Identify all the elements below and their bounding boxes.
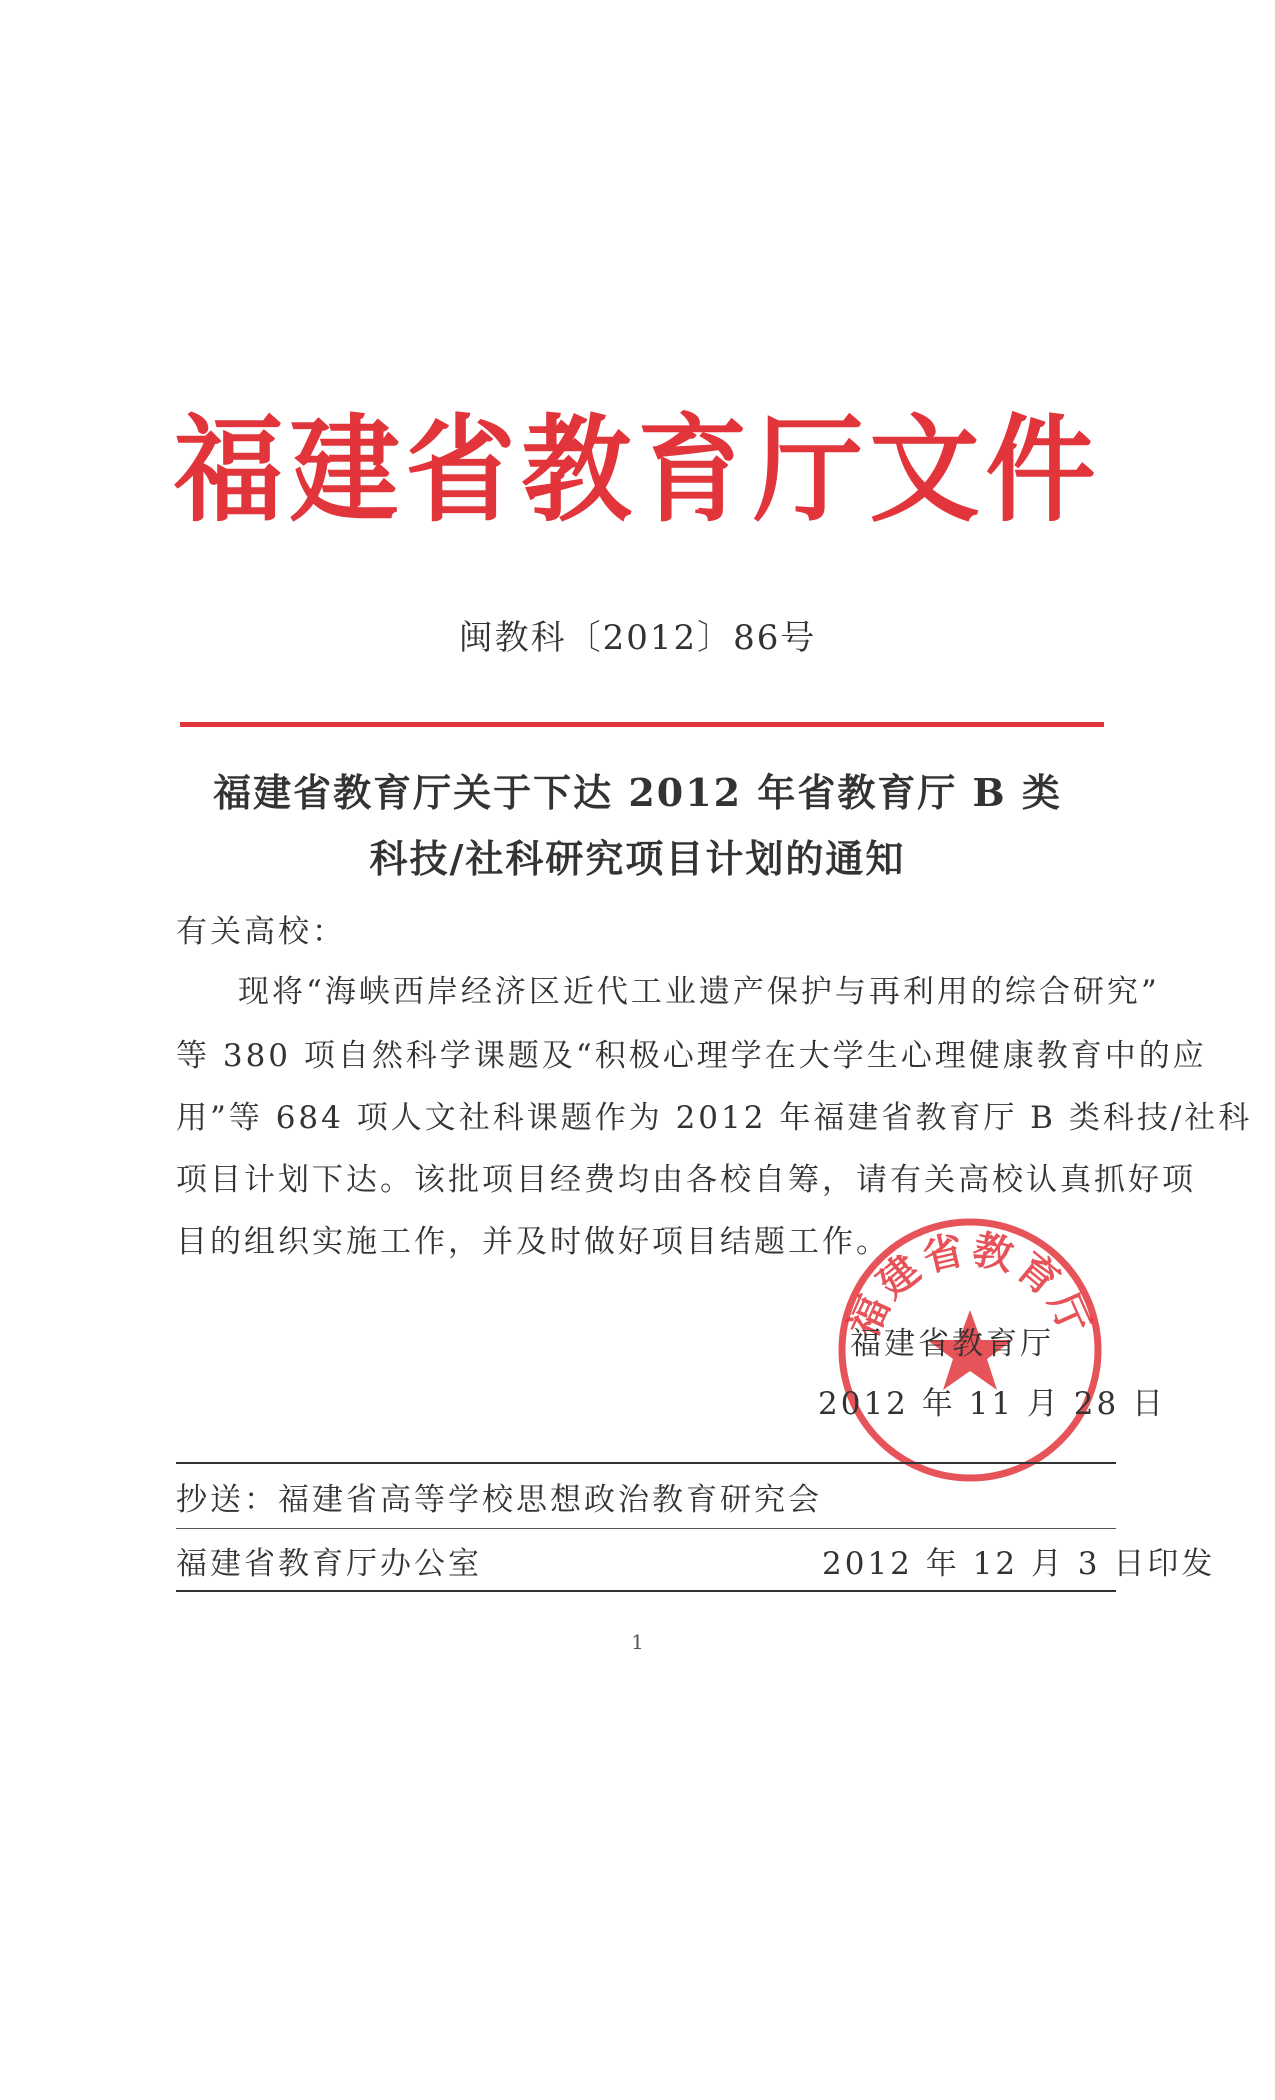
footer-rule-top: [176, 1462, 1116, 1464]
paragraph-line: 目的组织实施工作，并及时做好项目结题工作。: [176, 1224, 890, 1260]
addressee: 有关高校：: [176, 914, 346, 950]
footer-rule-middle: [176, 1528, 1116, 1529]
red-divider-rule: [180, 722, 1104, 727]
cc-line: 抄送：福建省高等学校思想政治教育研究会: [176, 1482, 822, 1518]
paragraph-line: 项目计划下达。该批项目经费均由各校自筹，请有关高校认真抓好项: [176, 1162, 1196, 1198]
document-header-title: 福建省教育厅文件: [173, 401, 1102, 538]
footer-rule-bottom: [176, 1590, 1116, 1592]
paragraph-line: 现将“海峡西岸经济区近代工业遗产保护与再利用的综合研究”: [238, 974, 1160, 1010]
paragraph-line: 等 380 项自然科学课题及“积极心理学在大学生心理健康教育中的应: [176, 1038, 1207, 1074]
signature-date: 2012 年 11 月 28 日: [818, 1386, 1167, 1422]
notice-title-line-1: 福建省教育厅关于下达 2012 年省教育厅 B 类: [213, 770, 1062, 815]
paragraph-line: 用”等 684 项人文社科课题作为 2012 年福建省教育厅 B 类科技/社科: [176, 1100, 1253, 1136]
notice-title-line-2: 科技/社科研究项目计划的通知: [369, 836, 906, 881]
signature-organization: 福建省教育厅: [850, 1326, 1054, 1362]
issuing-office: 福建省教育厅办公室: [176, 1546, 482, 1582]
page-number: 1: [631, 1630, 644, 1654]
svg-text:福建省教育厅: 福建省教育厅: [840, 1226, 1100, 1345]
document-number: 闽教科〔2012〕86号: [458, 618, 817, 658]
print-date: 2012 年 12 月 3 日印发: [822, 1546, 1216, 1582]
